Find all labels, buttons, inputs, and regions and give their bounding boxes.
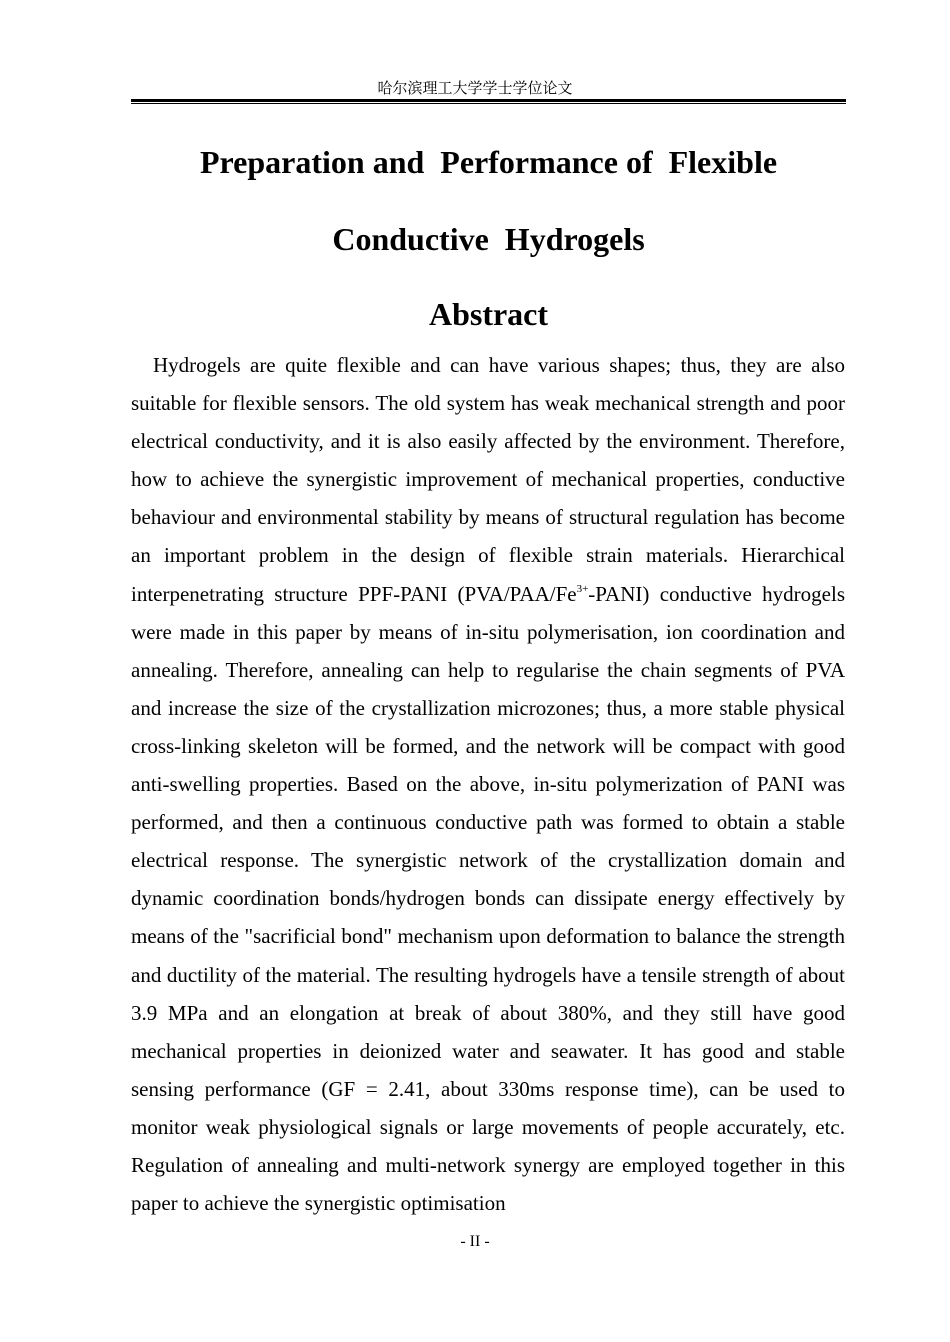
abstract-text-part-1: Hydrogels are quite flexible and can have various shapes; thus, they are also suitable for flexible sensors. The old system has weak mechanical strength and poor electrical conductivity, and it is also easily affected by the environment. Therefore, how to achieve the synergistic improvement of mechanical properties, conductive behaviour and environmental stability by means of structural regulation has become an important problem in the design of flexible strain materials. Hierarchical interpenetrating structure PPF-PANI (PVA/PAA/Fe [131,353,845,606]
header-rule-thick [131,99,846,102]
title-line-2: Conductive Hydrogels [332,221,645,257]
abstract-text-part-2: -PANI) conductive hydrogels were made in this paper by means of in-situ polymerisation, ion coordination and annealing. Therefore, annealing can help to regularise the chain segments of PVA and increase the size of the crystallization microzones; thus, a more stable physical cross-linking skeleton will be formed, and the network will be compact with good anti-swelling properties. Based on the above, in-situ polymerization of PANI was performed, and then a continuous conductive path was formed to obtain a stable electrical response. The synergistic network of the crystallization domain and dynamic coordination bonds/hydrogen bonds can dissipate energy effectively by means of the "sacrificial bond" mechanism upon deformation to balance the strength and ductility of the material. The resulting hydrogels have a tensile strength of about 3.9 MPa and an elongation at break of about 380%, and they still have good mechanical properties in deionized water and seawater. It has good and stable sensing performance (GF = 2.41, about 330ms response time), can be used to monitor weak physiological signals or large movements of people accurately, etc. Regulation of annealing and multi-network synergy are employed together in this paper to achieve the synergistic optimisation [131,581,845,1216]
iron-charge-superscript: 3+ [576,582,589,595]
page-number: - II - [460,1233,490,1250]
header-rule-thin [131,103,846,104]
running-header: 哈尔滨理工大学学士学位论文 [377,79,573,97]
title-line-1: Preparation and Performance of Flexible [199,144,778,180]
abstract-heading: Abstract [428,296,549,332]
thesis-title [131,124,846,278]
abstract-body [131,346,845,1222]
